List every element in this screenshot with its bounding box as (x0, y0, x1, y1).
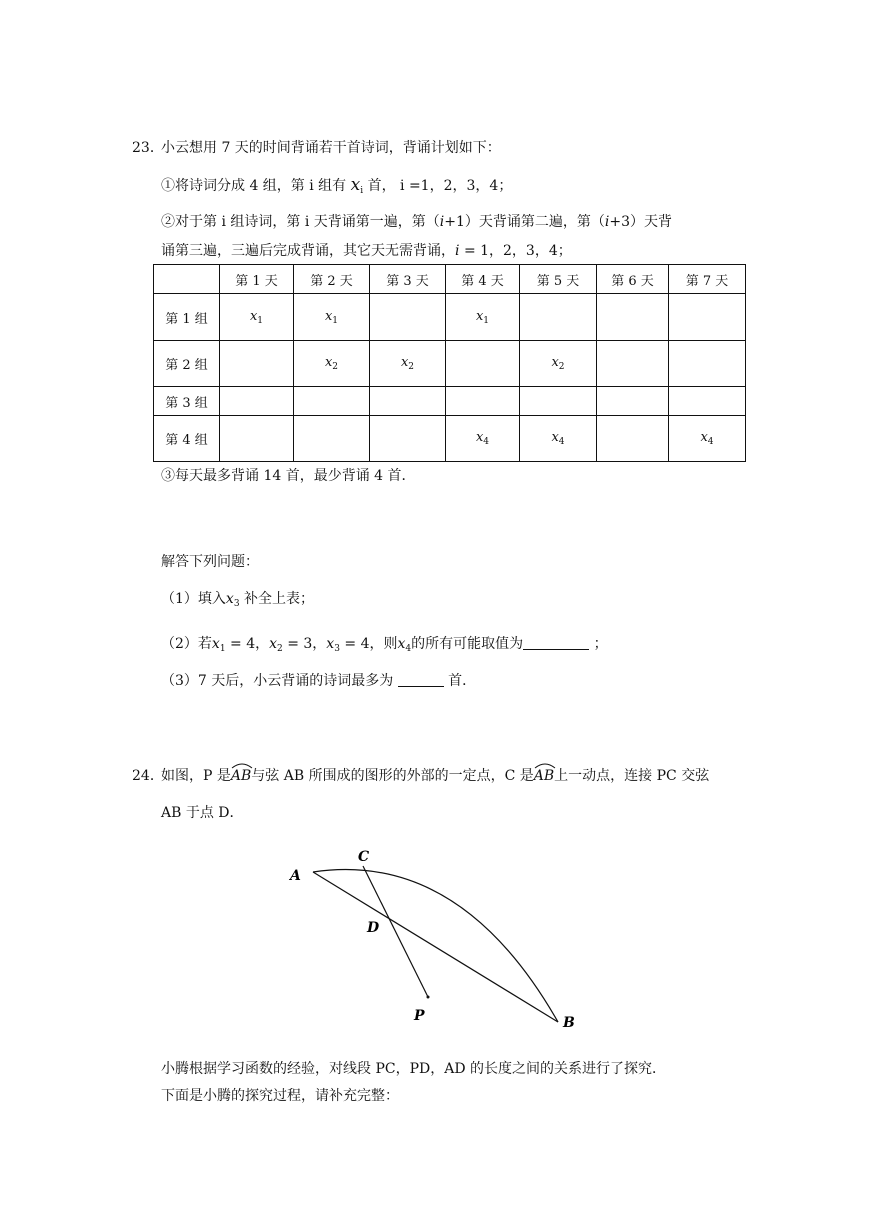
arc-ab-text: AB (230, 768, 252, 784)
table-cell (370, 416, 446, 462)
p2-x4: x (397, 636, 406, 652)
table-cell (446, 416, 520, 462)
p3-end: 首． (448, 673, 477, 689)
table-header-cell: 第 7 天 (669, 265, 746, 294)
q23-rule2-line1 (161, 213, 672, 231)
row-label: 第 4 组 (154, 416, 220, 462)
p2-x3-sub: 3 (334, 644, 340, 654)
cell-variable-sub: 4 (558, 437, 565, 447)
q23-rule1 (161, 176, 512, 200)
rule1-text-b: 首， i =1，2，3，4； (367, 178, 513, 194)
q23-part2 (161, 635, 608, 658)
table-cell (446, 387, 520, 416)
table-cell (520, 294, 597, 341)
table-row (154, 294, 746, 341)
arc-symbol-icon (534, 761, 556, 769)
p2-sep1: ， (255, 636, 270, 652)
q23-answer-heading: 解答下列问题： (161, 554, 259, 570)
table-cell (220, 294, 294, 341)
row-label: 第 3 组 (154, 387, 220, 416)
label-b: B (563, 1015, 575, 1031)
arc-ab-text: AB (533, 768, 555, 784)
table-row (154, 341, 746, 387)
answer-blank-2[interactable] (523, 635, 589, 650)
table-header-cell: 第 3 天 (370, 265, 446, 294)
cell-variable-sub: 4 (707, 437, 714, 447)
rule1-sub: i (360, 186, 364, 196)
arc-ab-label (534, 767, 554, 785)
q23-rule2-line2 (161, 242, 572, 260)
table-header-cell: 第 6 天 (597, 265, 669, 294)
rule2-p1: +1 (444, 214, 465, 230)
cell-variable: x (475, 430, 484, 445)
q24-line1-c: 上一动点，连接 PC 交弦 (554, 768, 710, 784)
table-cell (370, 341, 446, 387)
p2-x2-sub: 2 (277, 644, 283, 654)
cell-variable-sub: 1 (257, 315, 264, 326)
chord-ab (313, 872, 558, 1022)
cell-variable-sub: 2 (558, 362, 565, 372)
q24-number: 24． (132, 768, 164, 784)
p2-text-b: ，则 (369, 636, 398, 652)
rule2-text-a: ②对于第 i 组诗词，第 i 天背诵第一遍，第（ (161, 214, 440, 230)
cell-variable: x (475, 308, 484, 324)
arc-symbol-icon (231, 761, 253, 769)
table-cell (597, 387, 669, 416)
table-cell (597, 416, 669, 462)
rule2-i1: i (439, 214, 445, 230)
p2-x1: x (211, 636, 220, 652)
label-c: C (358, 849, 370, 865)
p2-x3: x (326, 636, 335, 652)
rule2-i2: i (604, 214, 610, 230)
label-p: P (414, 1008, 425, 1024)
table-header-cell: 第 1 天 (220, 265, 294, 294)
q24-after2: 下面是小腾的探究过程，请补充完整： (161, 1088, 399, 1104)
table-header-cell: 第 5 天 (520, 265, 597, 294)
table-cell (294, 416, 370, 462)
row-label: 第 1 组 (154, 294, 220, 341)
p2-x1-sub: 1 (219, 644, 226, 654)
q23-number: 23． (132, 140, 164, 156)
p1-sub: 3 (233, 599, 240, 609)
cell-variable: x (324, 355, 333, 370)
table-cell (446, 294, 520, 341)
p2-text-c: 的所有可能取值为 (411, 636, 524, 652)
table-cell (294, 387, 370, 416)
rule2-text-b: ）天背诵第二遍，第（ (464, 214, 605, 230)
table-cell (669, 416, 746, 462)
cell-variable-sub: 4 (483, 437, 490, 447)
geometry-figure (270, 840, 590, 1040)
p2-sep2: ， (312, 636, 327, 652)
q24-line1-a: 如图，P 是 (161, 768, 231, 784)
p2-x4-sub: 4 (405, 644, 412, 654)
table-row (154, 416, 746, 462)
table-cell (446, 341, 520, 387)
table-cell (597, 294, 669, 341)
p2-x1-val: = 4 (230, 636, 256, 652)
table-cell (669, 341, 746, 387)
row-label: 第 2 组 (154, 341, 220, 387)
q24-line2: AB 于点 D． (161, 805, 244, 821)
q24-after1: 小腾根据学习函数的经验，对线段 PC，PD，AD 的长度之间的关系进行了探究． (161, 1061, 667, 1077)
table-cell (520, 387, 597, 416)
p2-x2: x (269, 636, 278, 652)
table-cell (520, 416, 597, 462)
table-cell (294, 294, 370, 341)
table-header-row (154, 265, 746, 294)
table-header-cell (154, 265, 220, 294)
cell-variable: x (324, 308, 333, 324)
cell-variable: x (249, 308, 258, 324)
rule2-p3: +3 (609, 214, 631, 230)
cell-variable-sub: 1 (332, 315, 339, 326)
q23-part1 (161, 590, 314, 613)
p1-text-a: （1）填入 (161, 591, 226, 607)
p2-end: ； (593, 636, 608, 652)
p1-var: x (225, 591, 234, 607)
label-d: D (367, 920, 380, 936)
table-cell (294, 341, 370, 387)
cell-variable-sub: 2 (408, 362, 415, 372)
table-cell (220, 387, 294, 416)
rule1-text-a: ①将诗词分成 4 组，第 i 组有 (161, 178, 347, 194)
table-cell (597, 341, 669, 387)
table-row (154, 387, 746, 416)
cell-variable-sub: 2 (332, 362, 339, 372)
table-cell (220, 341, 294, 387)
rule2-text-c: ）天背 (630, 214, 673, 230)
table-cell (669, 387, 746, 416)
answer-blank-3[interactable] (398, 672, 444, 687)
table-cell (669, 294, 746, 341)
p2-x2-val: = 3 (287, 636, 313, 652)
arc-ab-label (231, 767, 251, 785)
label-a: A (290, 868, 301, 884)
cell-variable: x (551, 430, 559, 445)
table-cell (520, 341, 597, 387)
rule2-line2-b: = 1，2，3，4； (463, 243, 572, 259)
q23-rule3: ③每天最多背诵 14 首，最少背诵 4 首． (161, 468, 416, 484)
cell-variable: x (700, 430, 708, 445)
q23-intro: 小云想用 7 天的时间背诵若干首诗词，背诵计划如下： (161, 140, 501, 156)
point-p (427, 996, 430, 999)
q24-line1 (161, 767, 709, 785)
rule2-line2-var: i (455, 243, 460, 259)
cell-variable: x (551, 355, 559, 370)
table-cell (220, 416, 294, 462)
p2-x3-val: = 4 (344, 636, 370, 652)
table-header-cell: 第 2 天 (294, 265, 370, 294)
p1-text-b: 补全上表； (244, 591, 315, 607)
table-cell (370, 387, 446, 416)
rule1-var: x (350, 175, 361, 195)
q23-part3 (161, 672, 476, 690)
table-cell (370, 294, 446, 341)
recitation-plan-table (153, 264, 746, 462)
rule2-line2-a: 诵第三遍，三遍后完成背诵，其它天无需背诵， (161, 243, 455, 259)
q24-line1-b: 与弦 AB 所围成的图形的外部的一定点，C 是 (251, 768, 534, 784)
table-header-cell: 第 4 天 (446, 265, 520, 294)
p3-text-a: （3）7 天后，小云背诵的诗词最多为 (161, 673, 394, 689)
p2-text-a: （2）若 (161, 636, 212, 652)
cell-variable: x (400, 355, 409, 370)
cell-variable-sub: 1 (483, 315, 490, 326)
